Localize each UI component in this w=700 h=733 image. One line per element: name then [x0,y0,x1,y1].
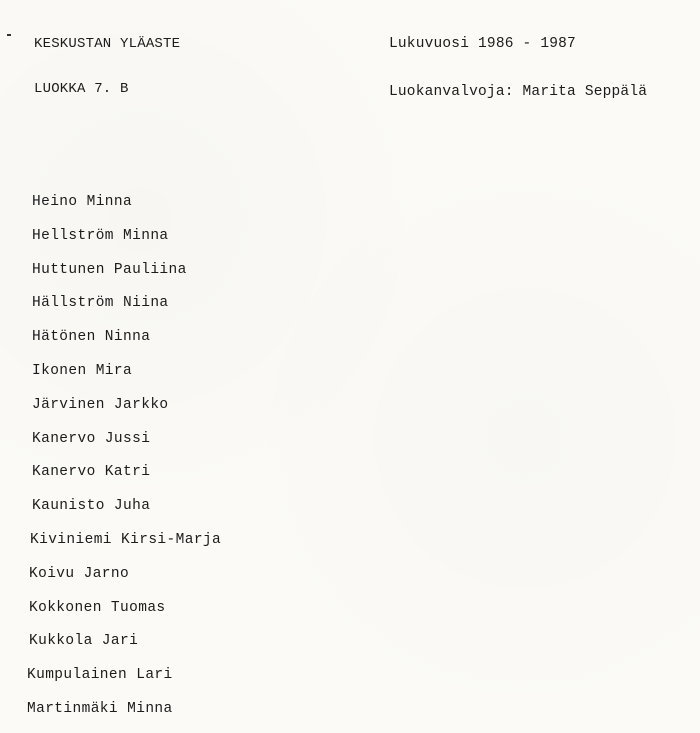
student-list [27,192,221,733]
student-name: Martinmäki Minna [27,700,173,717]
school-year: Lukuvuosi 1986 - 1987 [389,36,576,52]
student-name: Hällström Niina [32,295,169,312]
student-name: Kanervo Katri [32,464,151,481]
student-name: Kaunisto Juha [32,498,151,515]
student-name: Ikonen Mira [32,362,133,379]
student-name: Kumpulainen Lari [27,667,173,684]
student-name: Huttunen Pauliina [32,261,187,278]
student-name: Koivu Jarno [29,565,130,582]
stray-mark [7,34,11,36]
student-name: Kukkola Jari [29,633,139,650]
student-name: Järvinen Jarkko [32,396,169,413]
class-teacher: Luokanvalvoja: Marita Seppälä [389,84,648,100]
class-name: LUOKKA 7. B [34,81,129,97]
student-name: Hätönen Ninna [32,329,151,346]
student-name: Kiviniemi Kirsi-Marja [30,531,222,548]
student-name: Kokkonen Tuomas [29,599,166,616]
student-name: Hellström Minna [32,227,169,244]
student-name: Heino Minna [32,194,133,210]
student-name: Kanervo Jussi [32,430,151,447]
school-name: KESKUSTAN YLÄASTE [34,36,181,52]
